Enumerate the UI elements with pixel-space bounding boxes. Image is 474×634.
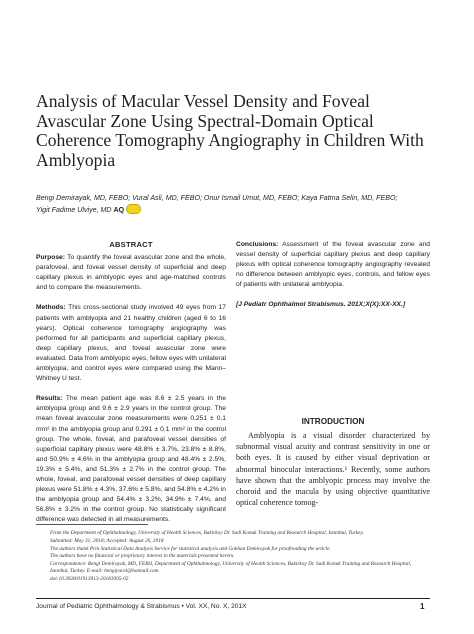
abstract-right-column — [236, 240, 430, 311]
footnote-divider — [36, 524, 148, 525]
article-title: Analysis of Macular Vessel Density and Foveal Avascular Zone Using Spectral-Domain Optical Coherence Tomography Angiography in Children With Amblyopia — [36, 91, 424, 170]
footnote-affiliation: From the Department of Ophthalmology, University of Health Sciences, Bakirkoy Dr. Sadi Konuk Training and Research Hospital, Istanbul, Turkey. — [50, 530, 364, 536]
conclusions-text: Assessment of the foveal avascular zone and vessel density of superficial capillary plexus and deep capillary plexus with optical coherence tomography angiography revealed no difference between amblyopic eyes, controls, and fellow eyes of patients with unilateral amblyopia. — [236, 241, 430, 289]
abstract-methods — [36, 303, 226, 384]
abstract-left-column — [36, 240, 226, 525]
methods-text: This cross-sectional study involved 49 eyes from 17 patients with amblyopia and 21 healthy children (aged 6 to 16 years). Optical coherence tomography angiography was performed for all participants and superficial capillary plexus, deep capillary plexus, and foveal avascular zone were evaluated. Data from amblyopic eyes, fellow eyes with unilateral amblyopia, and control eyes were compared using the Mann–Whitney U test. — [36, 304, 226, 383]
journal-citation: [J Pediatr Ophthalmol Strabismus. 201X;X(X):XX-XX.] — [236, 301, 406, 309]
abstract-heading: ABSTRACT — [109, 240, 153, 249]
purpose-label: Purpose: — [36, 254, 65, 262]
footnote-correspondence: Correspondence: Bengi Demirayak, MD, FEBO, Department of Ophthalmology, University of Health Sciences, Bakirkoy Dr. Sadi Konuk Training and Research Hospital, Istanbul, Turkey. E-mail: bengiyucel@hotmail.com — [50, 561, 412, 575]
purpose-text: To quantify the foveal avascular zone and the whole, parafoveal, and foveal vessel density of superficial and deep capillary plexus in amblyopic eyes and age-matched controls and to compare the measurements. — [36, 254, 226, 292]
footnote-doi: doi:10.3928/01913913-20181005-02 — [50, 576, 129, 583]
footnotes — [50, 530, 430, 584]
footer-divider — [36, 598, 430, 599]
page-number: 1 — [420, 602, 425, 611]
comment-icon[interactable] — [126, 204, 141, 214]
footnote-dates: Submitted: May 31, 2018; Accepted: August 20, 2018 — [50, 537, 164, 544]
results-text: The mean patient age was 8.6 ± 2.5 years in the amblyopia group and 9.6 ± 2.9 years in the control group. The mean foveal avascular zone measurements were 0.251 ± 0.1 mm² in the amblyopia group and 0.291 ± 0.1 mm² in the control group. The whole, foveal, and parafoveal vessel densities of superficial capillary plexus were 48.8% ± 3.7%, 23.8% ± 8.8%, and 50.9% ± 4.6% in the amblyopia group and 48.4% ± 2.5%, 19.3% ± 5.4%, and 51.3% ± 2.7% in the control group. The whole, foveal, and parafoveal vessel densities of deep capillary plexus were 51.8% ± 4.3%, 37.6% ± 5.8%, and 54.8% ± 4.2% in the amblyopia group and 54.4% ± 3.2%, 34.9% ± 7.4%, and 56.8% ± 3.2% in the control group. No statistically significant difference was detected in all measurements. — [36, 395, 226, 524]
author-query-label: AQ — [113, 206, 125, 214]
introduction-text: Amblyopia is a visual disorder characterized by subnormal visual acuity and contrast sensitivity in one or both eyes. It is caused by either visual deprivation or abnormal binocular interactions.¹ Recently, some authors have shown that the amblyopic process may involve the choroid and the macula by using objective quantitative optical coherence tomog- — [236, 431, 430, 508]
abstract-purpose — [36, 253, 226, 293]
introduction-heading: INTRODUCTION — [301, 417, 365, 426]
journal-footer: Journal of Pediatric Ophthalmology & Strabismus • Vol. XX, No. X, 201X — [36, 603, 247, 610]
authors-line-1: Bengi Demirayak, MD, FEBO; Vural Asli, MD, FEBO; Onur Ismail Umut, MD, FEBO; Kaya Fatma Selin, MD, FEBO; — [36, 194, 398, 202]
abstract-results — [36, 394, 226, 524]
footnote-acknowledgment: The authors thank Prin Statistical Data Analysis Service for statistical analysis and Gokhan Demirayak for proofreading the article. — [50, 545, 331, 552]
abstract-conclusions — [236, 240, 430, 290]
authors-line-2: Yigit Fadime Ulviye, MD — [36, 206, 112, 214]
footnote-disclosure: The authors have no financial or proprietary interest in the materials presented herein. — [50, 553, 235, 560]
methods-label: Methods: — [36, 304, 66, 312]
conclusions-label: Conclusions: — [236, 241, 279, 248]
results-label: Results: — [36, 395, 63, 403]
author-list — [36, 193, 446, 216]
